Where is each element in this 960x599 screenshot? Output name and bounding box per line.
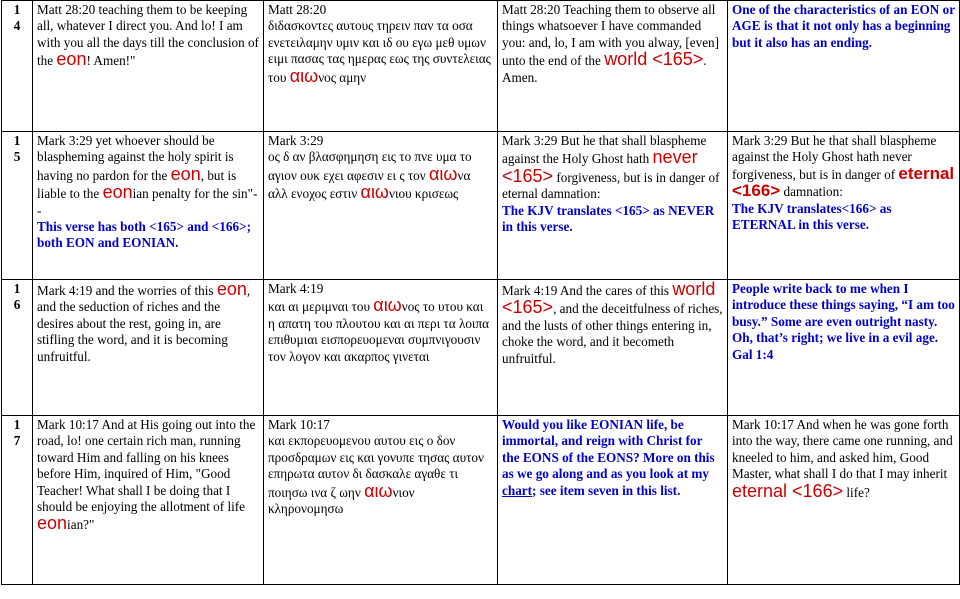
literal-translation-cell: Matt 28:20 teaching them to be keeping all, whatever I direct you. And lo! I am with you all the days till the conclusion of the eon! Amen!" — [33, 1, 264, 132]
row-number: 1 7 — [2, 416, 33, 585]
row-number: 1 5 — [2, 132, 33, 280]
commentary-cell: People write back to me when I introduce these things saying, “I am too busy.” Some are even outright nasty. Oh, that’s right; we live in a evil age. Gal 1:4 — [728, 280, 960, 416]
commentary-cell: Would you like EONIAN life, be immortal, and reign with Christ for the EONS of the EONS? More on this as we go along and as you look at my chart; see item seven in this list. — [498, 416, 728, 585]
verse-comparison-table — [1, 0, 960, 585]
greek-text-cell: Mark 10:17 και εκπορευομενου αυτου εις ο δον προσδραμων εις και γονυπε τησας αυτον επηρωτα αυτον δι δασκαλε αγαθε τι ποιησω ινα ζ ωην αιωνιον κληρονομησω — [264, 416, 498, 585]
greek-text-cell: Mark 4:19 και αι μεριμναι του αιωνος το υτου και η απατη του πλουτου και αι περι τα λοιπα επιθυμιαι εισπορευομεναι συμπνιγουσιν τον λογον και ακαρπος γινεται — [264, 280, 498, 416]
row-number: 1 4 — [2, 1, 33, 132]
table-row — [2, 416, 960, 585]
table-row — [2, 1, 960, 132]
literal-translation-cell: Mark 3:29 yet whoever should be blaspheming against the holy spirit is having no pardon for the eon, but is liable to the eonian penalty for the sin"-- This verse has both <165> and <166>; both EON and EONIAN. — [33, 132, 264, 280]
greek-text-cell: Matt 28:20 διδασκοντες αυτους τηρειν παν τα οσα ενετειλαμην υμιν και ιδ ου εγω μεθ υμων ειμι πασας τας ημερας εως της συντελειας του αιωνος αμην — [264, 1, 498, 132]
kjv-text-cell: Mark 4:19 And the cares of this world <165>, and the deceitfulness of riches, and the lusts of other things entering in, choke the word, and it becometh unfruitful. — [498, 280, 728, 416]
literal-translation-cell: Mark 4:19 and the worries of this eon, and the seduction of riches and the desires about the rest, going in, are stifling the word, and it is becoming unfruitful. — [33, 280, 264, 416]
literal-translation-cell: Mark 10:17 And at His going out into the road, lo! one certain rich man, running toward Him and falling on his knees before Him, inquired of Him, "Good Teacher! What shall I be doing that I should be enjoying the allotment of life eonian?" — [33, 416, 264, 585]
kjv-comparison-cell: Mark 3:29 But he that shall blaspheme against the Holy Ghost hath never forgiveness, but is in danger of eternal <166> damnation: The KJV translates<166> as ETERNAL in this verse. — [728, 132, 960, 280]
greek-text-cell: Mark 3:29 ος δ αν βλασφημηση εις το πνε υμα το αγιον ουκ εχει αφεσιν ει ς τον αιωνα αλλ ενοχος εστιν αιωνιου κρισεως — [264, 132, 498, 280]
commentary-cell: One of the characteristics of an EON or AGE is that it not only has a beginning but it also has an ending. — [728, 1, 960, 132]
kjv-text-cell: Mark 10:17 And when he was gone forth into the way, there came one running, and kneeled to him, and asked him, Good Master, what shall I do that I may inherit eternal <166> life? — [728, 416, 960, 585]
row-number: 1 6 — [2, 280, 33, 416]
kjv-text-cell: Mark 3:29 But he that shall blaspheme against the Holy Ghost hath never <165> forgiveness, but is in danger of eternal damnation: The KJV translates <165> as NEVER in this verse. — [498, 132, 728, 280]
kjv-text-cell: Matt 28:20 Teaching them to observe all things whatsoever I have commanded you: and, lo, I am with you alway, [even] unto the end of the world <165>. Amen. — [498, 1, 728, 132]
chart-link[interactable]: chart — [502, 482, 533, 498]
table-row — [2, 280, 960, 416]
table-row — [2, 132, 960, 280]
